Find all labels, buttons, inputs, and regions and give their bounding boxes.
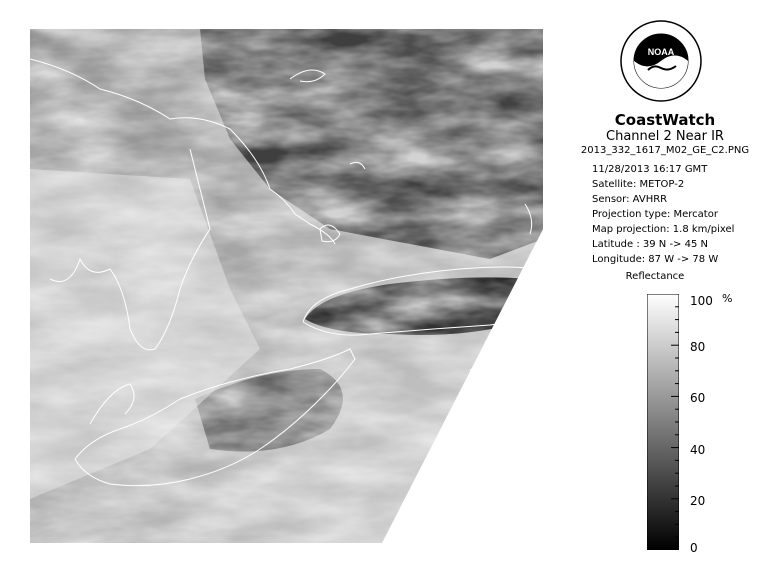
latitude-text: Latitude : 39 N -> 45 N xyxy=(592,239,708,250)
app-title: CoastWatch xyxy=(614,111,716,129)
scale-unit: % xyxy=(722,292,733,305)
satellite-text: Satellite: METOP-2 xyxy=(592,179,685,190)
satellite-image-map xyxy=(30,29,543,543)
scale-tick-100: 100 xyxy=(690,294,713,308)
noaa-logo xyxy=(620,20,702,102)
scale-tick-20: 20 xyxy=(690,494,706,508)
logo-text: NOAA xyxy=(647,47,675,57)
scale-tick-0: 0 xyxy=(690,541,698,555)
projection-type-text: Projection type: Mercator xyxy=(592,209,718,220)
sensor-text: Sensor: AVHRR xyxy=(592,194,668,205)
image-filename: 2013_332_1617_M02_GE_C2.PNG xyxy=(580,145,750,156)
scale-label: Reflectance xyxy=(625,271,685,282)
map-projection-text: Map projection: 1.8 km/pixel xyxy=(592,224,735,235)
scale-tick-40: 40 xyxy=(690,443,706,457)
reflectance-color-bar xyxy=(647,294,679,550)
channel-subtitle: Channel 2 Near IR xyxy=(606,129,724,144)
longitude-text: Longitude: 87 W -> 78 W xyxy=(592,254,719,265)
scale-tick-60: 60 xyxy=(690,391,706,405)
datetime-text: 11/28/2013 16:17 GMT xyxy=(592,164,708,175)
scale-tick-80: 80 xyxy=(690,340,706,354)
